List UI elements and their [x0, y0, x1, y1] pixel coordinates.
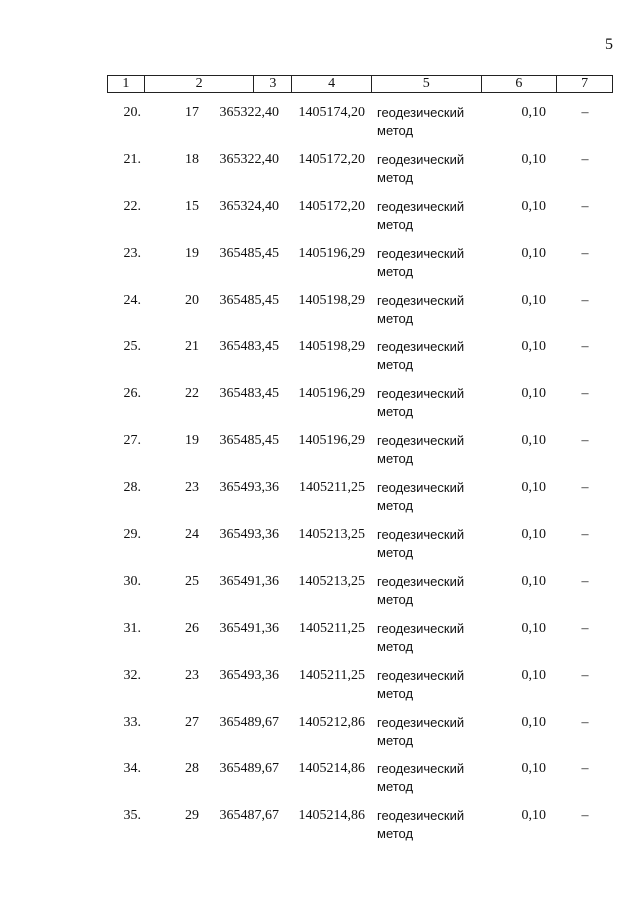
description-cell: –	[581, 573, 589, 589]
accuracy-cell: 0,10	[521, 480, 546, 496]
header-col-3: 3	[253, 76, 291, 92]
table-body	[107, 104, 613, 854]
table-row	[107, 292, 613, 339]
table-row	[107, 245, 613, 292]
y-coordinate-cell: 1405198,29	[298, 339, 365, 355]
accuracy-cell: 0,10	[521, 573, 546, 589]
y-coordinate-cell: 1405196,29	[298, 433, 365, 449]
point-number-cell: 20	[185, 292, 199, 308]
accuracy-cell: 0,10	[521, 808, 546, 824]
accuracy-cell: 0,10	[521, 245, 546, 261]
point-number-cell: 17	[185, 105, 199, 120]
accuracy-cell: 0,10	[521, 386, 546, 402]
table-row	[107, 198, 613, 245]
x-coordinate-cell: 365324,40	[219, 198, 279, 214]
point-number-cell: 22	[185, 386, 199, 402]
table-row	[107, 338, 613, 385]
x-coordinate-cell: 365485,45	[219, 292, 279, 308]
x-coordinate-cell: 365483,45	[219, 386, 279, 402]
description-cell: –	[581, 386, 589, 402]
y-coordinate-cell: 1405212,86	[298, 714, 365, 730]
x-coordinate-cell: 365485,45	[219, 433, 279, 449]
row-number-cell: 23.	[123, 245, 141, 261]
table-row	[107, 760, 613, 807]
point-number-cell: 27	[185, 714, 199, 730]
method-cell: геодезический метод	[377, 386, 465, 420]
point-number-cell: 21	[185, 339, 199, 355]
header-col-6: 6	[481, 76, 557, 92]
row-number-cell: 26.	[123, 386, 141, 402]
row-number-cell: 35.	[123, 808, 141, 824]
description-cell: –	[581, 480, 589, 496]
point-number-cell: 29	[185, 808, 199, 824]
header-col-5: 5	[371, 76, 481, 92]
row-number-cell: 20.	[123, 105, 141, 120]
accuracy-cell: 0,10	[521, 761, 546, 777]
y-coordinate-cell: 1405214,86	[298, 808, 365, 824]
accuracy-cell: 0,10	[521, 292, 546, 308]
header-col-4: 4	[291, 76, 371, 92]
accuracy-cell: 0,10	[521, 527, 546, 543]
y-coordinate-cell: 1405211,25	[299, 620, 365, 636]
method-cell: геодезический метод	[377, 105, 465, 138]
method-cell: геодезический метод	[377, 620, 465, 654]
method-cell: геодезический метод	[377, 573, 465, 607]
x-coordinate-cell: 365485,45	[219, 245, 279, 261]
y-coordinate-cell: 1405213,25	[298, 527, 365, 543]
method-cell: геодезический метод	[377, 245, 465, 279]
row-number-cell: 21.	[123, 151, 141, 167]
y-coordinate-cell: 1405211,25	[299, 480, 365, 496]
accuracy-cell: 0,10	[521, 667, 546, 683]
method-cell: геодезический метод	[377, 198, 465, 232]
table-row	[107, 526, 613, 573]
description-cell: –	[581, 245, 589, 261]
y-coordinate-cell: 1405172,20	[298, 151, 365, 167]
point-number-cell: 15	[185, 198, 199, 214]
accuracy-cell: 0,10	[521, 151, 546, 167]
description-cell: –	[581, 105, 589, 120]
accuracy-cell: 0,10	[521, 433, 546, 449]
accuracy-cell: 0,10	[521, 105, 546, 120]
method-cell: геодезический метод	[377, 527, 465, 561]
description-cell: –	[581, 761, 589, 777]
point-number-cell: 24	[185, 527, 199, 543]
x-coordinate-cell: 365322,40	[219, 151, 279, 167]
point-number-cell: 28	[185, 761, 199, 777]
description-cell: –	[581, 714, 589, 730]
x-coordinate-cell: 365491,36	[219, 620, 279, 636]
x-coordinate-cell: 365491,36	[219, 573, 279, 589]
description-cell: –	[581, 667, 589, 683]
table-row	[107, 807, 613, 854]
description-cell: –	[581, 808, 589, 824]
point-number-cell: 18	[185, 151, 199, 167]
accuracy-cell: 0,10	[521, 714, 546, 730]
y-coordinate-cell: 1405196,29	[298, 245, 365, 261]
row-number-cell: 27.	[123, 433, 141, 449]
point-number-cell: 26	[185, 620, 199, 636]
accuracy-cell: 0,10	[521, 620, 546, 636]
y-coordinate-cell: 1405214,86	[298, 761, 365, 777]
table-row	[107, 620, 613, 667]
y-coordinate-cell: 1405211,25	[299, 667, 365, 683]
row-number-cell: 25.	[123, 339, 141, 355]
x-coordinate-cell: 365489,67	[219, 761, 279, 777]
x-coordinate-cell: 365493,36	[219, 527, 279, 543]
row-number-cell: 30.	[123, 573, 141, 589]
row-number-cell: 33.	[123, 714, 141, 730]
table-row	[107, 432, 613, 479]
row-number-cell: 34.	[123, 761, 141, 777]
table-row	[107, 714, 613, 761]
point-number-cell: 25	[185, 573, 199, 589]
method-cell: геодезический метод	[377, 480, 465, 514]
method-cell: геодезический метод	[377, 433, 465, 467]
table-row	[107, 385, 613, 432]
row-number-cell: 31.	[123, 620, 141, 636]
method-cell: геодезический метод	[377, 292, 465, 326]
method-cell: геодезический метод	[377, 808, 465, 842]
method-cell: геодезический метод	[377, 714, 465, 748]
description-cell: –	[581, 620, 589, 636]
y-coordinate-cell: 1405174,20	[298, 105, 365, 120]
description-cell: –	[581, 292, 589, 308]
table-header	[107, 75, 613, 93]
row-number-cell: 29.	[123, 527, 141, 543]
page-number: 5	[605, 36, 613, 53]
x-coordinate-cell: 365493,36	[219, 667, 279, 683]
x-coordinate-cell: 365487,67	[219, 808, 279, 824]
header-col-1: 1	[122, 76, 130, 91]
table-row	[107, 151, 613, 198]
x-coordinate-cell: 365483,45	[219, 339, 279, 355]
accuracy-cell: 0,10	[521, 339, 546, 355]
header-col-2: 2	[144, 76, 254, 92]
description-cell: –	[581, 527, 589, 543]
y-coordinate-cell: 1405172,20	[298, 198, 365, 214]
method-cell: геодезический метод	[377, 761, 465, 795]
x-coordinate-cell: 365493,36	[219, 480, 279, 496]
description-cell: –	[581, 433, 589, 449]
description-cell: –	[581, 151, 589, 167]
point-number-cell: 23	[185, 480, 199, 496]
point-number-cell: 19	[185, 245, 199, 261]
description-cell: –	[581, 339, 589, 355]
y-coordinate-cell: 1405198,29	[298, 292, 365, 308]
method-cell: геодезический метод	[377, 667, 465, 701]
table-row	[107, 667, 613, 714]
description-cell: –	[581, 198, 589, 214]
row-number-cell: 32.	[123, 667, 141, 683]
x-coordinate-cell: 365322,40	[219, 105, 279, 120]
table-row	[107, 479, 613, 526]
method-cell: геодезический метод	[377, 151, 465, 185]
table-row	[107, 104, 613, 151]
row-number-cell: 22.	[123, 198, 141, 214]
table-row	[107, 573, 613, 620]
x-coordinate-cell: 365489,67	[219, 714, 279, 730]
point-number-cell: 19	[185, 433, 199, 449]
accuracy-cell: 0,10	[521, 198, 546, 214]
method-cell: геодезический метод	[377, 339, 465, 373]
row-number-cell: 28.	[123, 480, 141, 496]
y-coordinate-cell: 1405213,25	[298, 573, 365, 589]
row-number-cell: 24.	[123, 292, 141, 308]
y-coordinate-cell: 1405196,29	[298, 386, 365, 402]
header-col-7: 7	[556, 76, 612, 92]
point-number-cell: 23	[185, 667, 199, 683]
